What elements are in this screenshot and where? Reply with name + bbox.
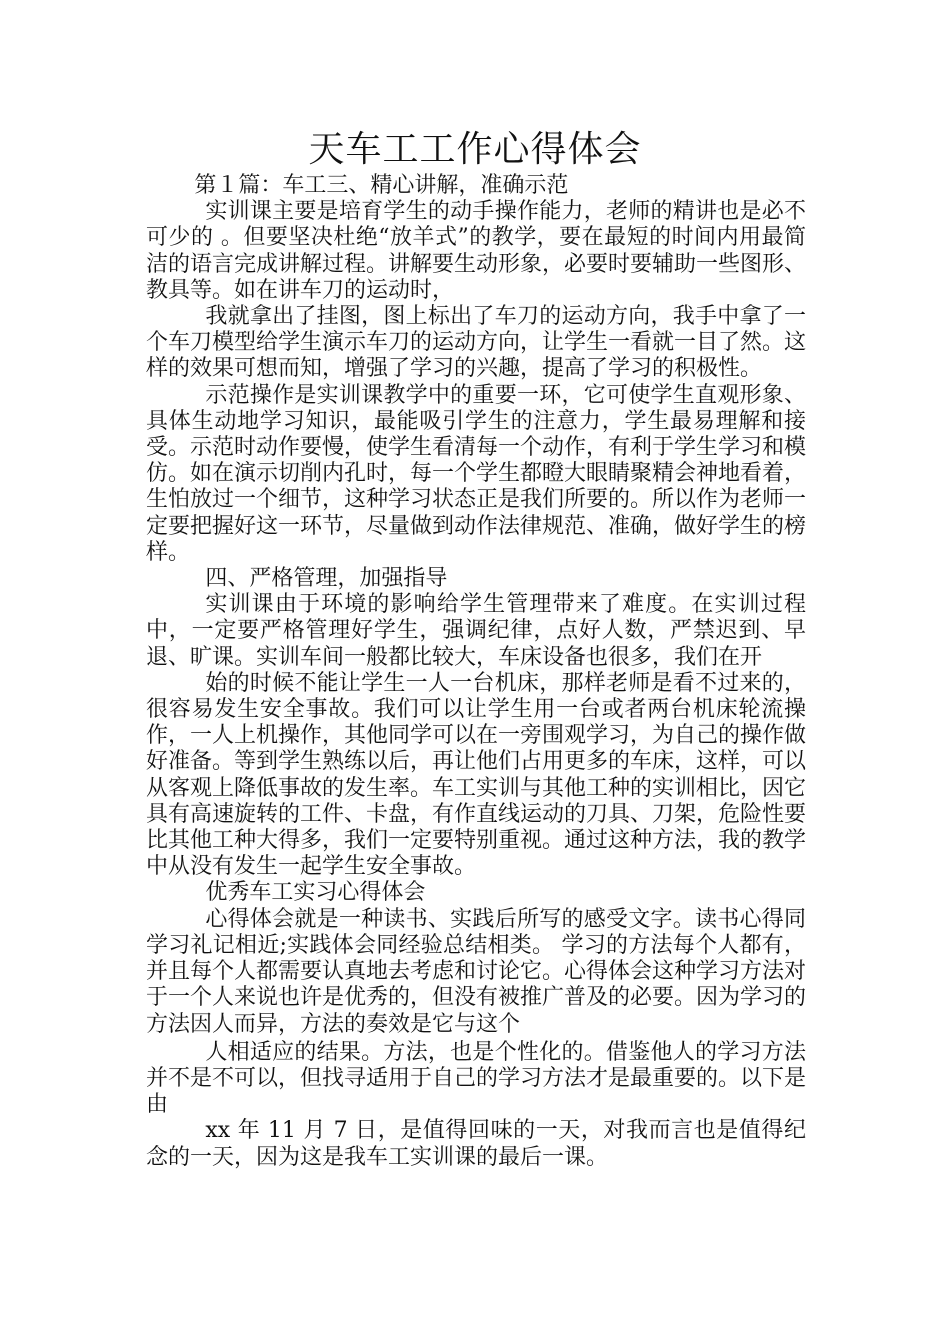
- paragraph: 人相适应的结果。方法，也是个性化的。借鉴他人的学习方法并不是不可以，但找寻适用于自己的学习方法才是最重要的。以下是由: [146, 1039, 807, 1118]
- paragraph: 始的时候不能让学生一人一台机床，那样老师是看不过来的，很容易发生安全事故。我们可以让学生用一台或者两台机床轮流操作，一人上机操作，其他同学可以在一旁围观学习，为自己的操作做好准备。等到学生熟练以后，再让他们占用更多的车床，这样，可以从客观上降低事故的发生率。车工实训与其他工种的实训相比，因它具有高速旋转的工件、卡盘，有作直线运动的刀具、刀架，危险性要比其他工种大得多，我们一定要特别重视。通过这种方法，我的教学中从没有发生一起学生安全事故。: [146, 670, 807, 880]
- section-heading: 优秀车工实习心得体会: [205, 880, 426, 906]
- paragraph: 实训课主要是培育学生的动手操作能力，老师的精讲也是必不可少的 。但要坚决杜绝“放羊式”的教学，要在最短的时间内用最简洁的语言完成讲解过程。讲解要生动形象，必要时要辅助一些图形、教具等。如在讲车刀的运动时，: [146, 199, 807, 303]
- paragraph: xx 年 11 月 7 日，是值得回味的一天，对我而言也是值得纪念的一天，因为这是我车工实训课的最后一课。: [146, 1118, 806, 1170]
- paragraph: 示范操作是实训课教学中的重要一环，它可使学生直观形象、具体生动地学习知识，最能吸引学生的注意力，学生最易理解和接受。示范时动作要慢，使学生看清每一个动作，有利于学生学习和模仿。如在演示切削内孔时，每一个学生都瞪大眼睛聚精会神地看着，生怕放过一个细节，这种学习状态正是我们所要的。所以作为老师一定要把握好这一环节，尽量做到动作法律规范、准确，做好学生的榜样。: [146, 382, 807, 565]
- document-title: 天车工工作心得体会: [308, 129, 642, 170]
- paragraph: 我就拿出了挂图，图上标出了车刀的运动方向，我手中拿了一个车刀模型给学生演示车刀的运动方向，让学生一看就一目了然。这样的效果可想而知，增强了学习的兴趣，提高了学习的积极性。: [146, 304, 807, 382]
- section-heading: 四、严格管理，加强指导: [205, 566, 448, 592]
- paragraph: 心得体会就是一种读书、实践后所写的感受文字。读书心得同学习礼记相近;实践体会同经验总结相类。 学习的方法每个人都有，并且每个人都需要认真地去考虑和讨论它。心得体会这种学习方法对于一个人来说也许是优秀的，但没有被推广普及的必要。因为学习的方法因人而异，方法的奏效是它与这个: [146, 906, 807, 1037]
- document-body: [146, 173, 806, 1171]
- paragraph: 实训课由于环境的影响给学生管理带来了难度。在实训过程中，一定要严格管理好学生，强调纪律，点好人数，严禁迟到、早退、旷课。实训车间一般都比较大，车床设备也很多，我们在开: [146, 592, 806, 670]
- section-heading: 第１篇：车工三、精心讲解，准确示范: [194, 173, 569, 198]
